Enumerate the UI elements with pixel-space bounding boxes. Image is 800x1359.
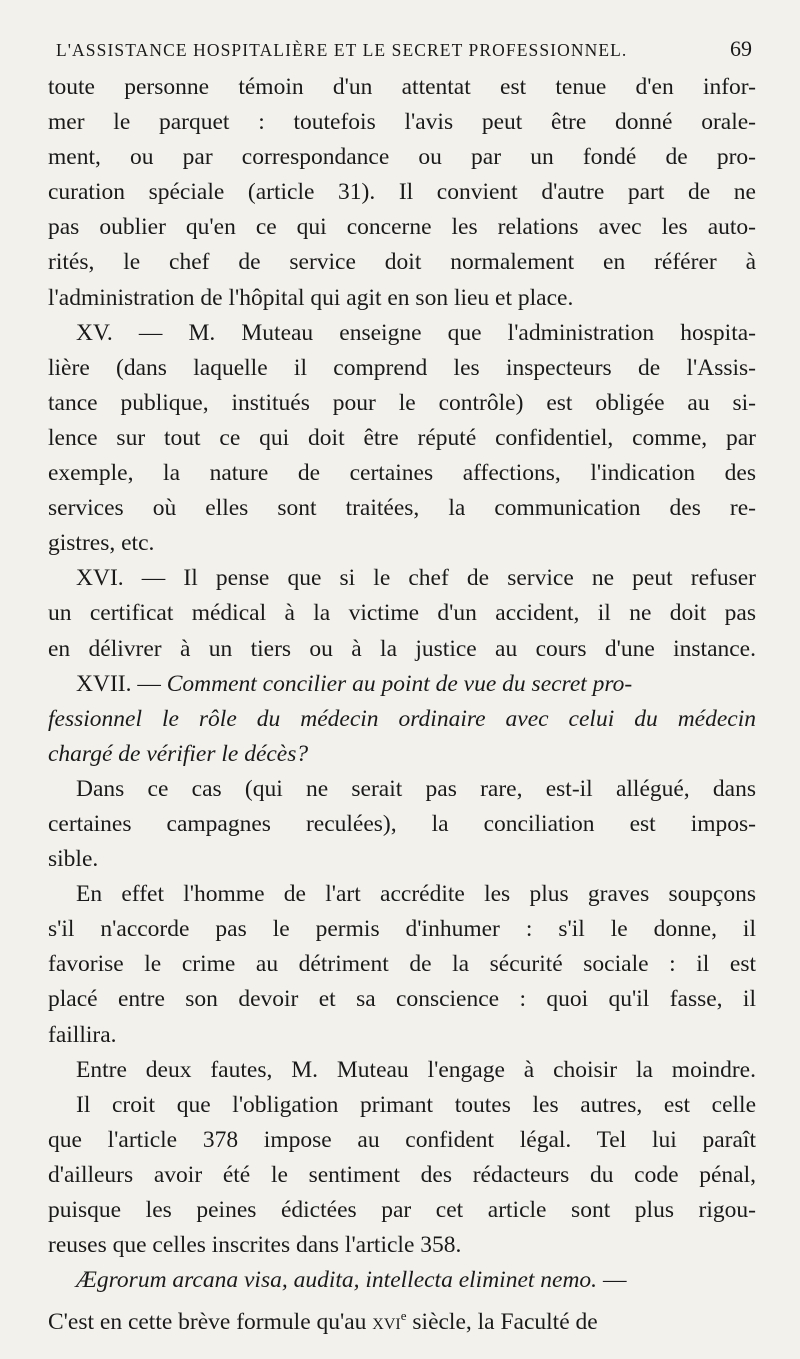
century-suffix: e <box>400 1308 407 1324</box>
text-line: Entre deux fautes, M. Muteau l'engage à choisir la moindre. <box>76 1056 756 1083</box>
italic-question: Comment concilier au point de vue du secret pro- <box>166 670 633 697</box>
text-line: Il croit que l'obligation primant toutes les autres, est celle <box>76 1091 756 1118</box>
dash: — <box>597 1267 627 1294</box>
text-line: toute personne témoin d'un attentat est tenue d'en infor- <box>48 74 756 100</box>
line-part: siècle, la Faculté de <box>406 1309 598 1336</box>
text-line <box>48 1263 756 1298</box>
text-line: favorise le crime au détriment de la sécurité sociale : il est <box>48 951 756 978</box>
text-line: gistres, etc. <box>48 530 155 557</box>
text-line: tance publique, institués pour le contrôle) est obligée au si- <box>48 389 756 416</box>
text-line: puisque les peines édictées par cet article sont plus rigou- <box>48 1197 756 1223</box>
text-line: reuses que celles inscrites dans l'article 358. <box>48 1232 462 1259</box>
text-line: fessionnel le rôle du médecin ordinaire avec celui du médecin <box>48 705 756 732</box>
body-text <box>48 70 756 1340</box>
century-numeral: xvi <box>372 1309 401 1336</box>
text-line: exemple, la nature de certaines affections, l'indication des <box>48 460 756 487</box>
running-header <box>56 36 752 62</box>
text-line: En effet l'homme de l'art accrédite les plus graves soupçons <box>76 881 756 908</box>
text-line: sible. <box>48 846 99 873</box>
text-line: que l'article 378 impose au confident légal. Tel lui paraît <box>48 1126 756 1153</box>
text-line: certaines campagnes reculées), la conciliation est impos- <box>48 810 756 837</box>
text-line: d'ailleurs avoir été le sentiment des rédacteurs du code pénal, <box>48 1161 756 1188</box>
text-line: rités, le chef de service doit normalement en référer à <box>48 249 756 276</box>
latin-quote: Ægrorum arcana visa, audita, intellecta eliminet nemo. <box>76 1267 598 1294</box>
text-line: en délivrer à un tiers ou à la justice au cours d'une instance. <box>48 635 756 662</box>
text-line: mer le parquet : toutefois l'avis peut être donné orale- <box>48 109 756 136</box>
text-line: placé entre son devoir et sa conscience : quoi qu'il fasse, il <box>48 986 756 1013</box>
page-number: 69 <box>730 36 752 61</box>
line-part: C'est en cette brève formule qu'au <box>48 1309 373 1336</box>
text-line: un certificat médical à la victime d'un accident, il ne doit pas <box>48 600 756 627</box>
text-line: curation spéciale (article 31). Il convient d'autre part de ne <box>48 179 756 206</box>
text-line: XVI. — Il pense que si le chef de service ne peut refuser <box>76 565 756 592</box>
text-line: lière (dans laquelle il comprend les inspecteurs de l'Assis- <box>48 354 756 381</box>
text-line: faillira. <box>48 1021 117 1048</box>
text-line: ment, ou par correspondance ou par un fondé de pro- <box>48 144 756 171</box>
text-line <box>48 667 756 702</box>
text-line: services où elles sont traitées, la communication des re- <box>48 495 756 522</box>
text-line: Dans ce cas (qui ne serait pas rare, est-il allégué, dans <box>76 775 756 802</box>
text-line: XV. — M. Muteau enseigne que l'administration hospita- <box>76 319 756 346</box>
text-line: chargé de vérifier le décès? <box>48 740 309 767</box>
text-line <box>48 1298 756 1340</box>
running-title: L'ASSISTANCE HOSPITALIÈRE ET LE SECRET PROFESSIONNEL. <box>56 40 628 60</box>
text-line: lence sur tout ce qui doit être réputé confidentiel, comme, par <box>48 424 756 451</box>
text-line: s'il n'accorde pas le permis d'inhumer : s'il le donne, il <box>48 916 756 943</box>
text-line: l'administration de l'hôpital qui agit en son lieu et place. <box>48 284 574 311</box>
section-label: XVII. — <box>76 670 161 697</box>
text-line: pas oublier qu'en ce qui concerne les relations avec les auto- <box>48 214 756 241</box>
